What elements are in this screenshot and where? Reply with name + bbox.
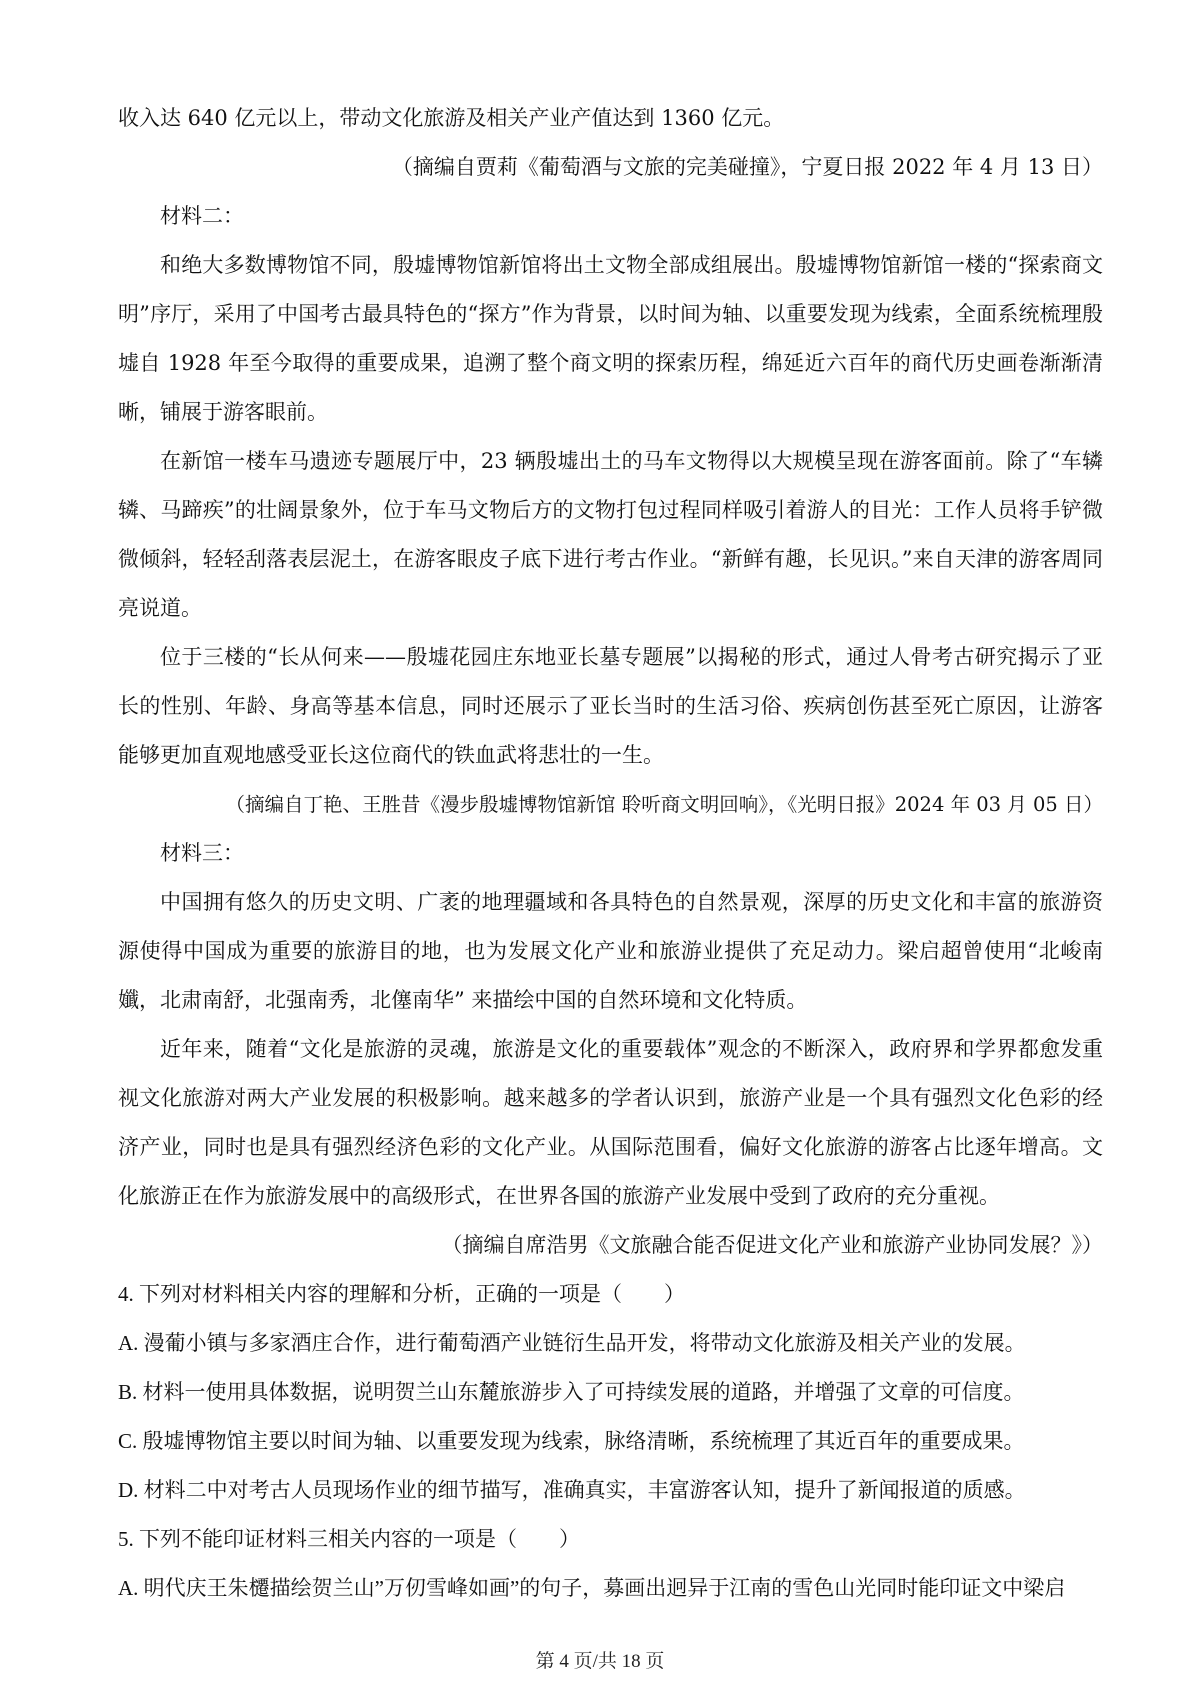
material2-label: 材料二： — [160, 204, 244, 228]
material2-paragraph-3: 位于三楼的“长从何来——殷墟花园庄东地亚长墓专题展”以揭秘的形式，通过人骨考古研究揭示了亚长的性别、年龄、身高等基本信息，同时还展示了亚长当时的生活习俗、疾病创伤甚至死亡原因，让游客能够更加直观地感受亚长这位商代的铁血武将悲壮的一生。 — [118, 645, 1103, 767]
question-4-stem: 4. 下列对材料相关内容的理解和分析，正确的一项是（ ） — [118, 1282, 685, 1306]
material3-label: 材料三： — [160, 841, 244, 865]
continued-text-line: 收入达 640 亿元以上，带动文化旅游及相关产业产值达到 1360 亿元。 — [118, 106, 785, 130]
page-number-footer: 第 4 页/共 18 页 — [535, 1651, 665, 1672]
material2-paragraph-1: 和绝大多数博物馆不同，殷墟博物馆新馆将出土文物全部成组展出。殷墟博物馆新馆一楼的“探索商文明”序厅，采用了中国考古最具特色的“探方”作为背景，以时间为轴、以重要发现为线索，全面系统梳理殷墟自 1928 年至今取得的重要成果，追溯了整个商文明的探索历程，绵延近六百年的商代历史画卷渐渐清晰，铺展于游客眼前。 — [118, 253, 1103, 424]
question-4-option-c: C. 殷墟博物馆主要以时间为轴、以重要发现为线索，脉络清晰，系统梳理了其近百年的重要成果。 — [118, 1429, 1025, 1453]
question-4-option-b: B. 材料一使用具体数据，说明贺兰山东麓旅游步入了可持续发展的道路，并增强了文章的可信度。 — [118, 1380, 1025, 1404]
material1-source: （摘编自贾莉《葡萄酒与文旅的完美碰撞》，宁夏日报 2022 年 4 月 13 日） — [391, 155, 1103, 179]
material3-paragraph-1: 中国拥有悠久的历史文明、广袤的地理疆域和各具特色的自然景观，深厚的历史文化和丰富的旅游资源使得中国成为重要的旅游目的地，也为发展文化产业和旅游业提供了充足动力。梁启超曾使用“北峻南孅，北肃南舒，北强南秀，北僿南华” 来描绘中国的自然环境和文化特质。 — [118, 890, 1103, 1012]
material2-source: （摘编自丁艳、王胜昔《漫步殷墟博物馆新馆 聆听商文明回响》，《光明日报》2024 年 03 月 05 日） — [225, 793, 1103, 816]
material2-paragraph-2: 在新馆一楼车马遗迹专题展厅中，23 辆殷墟出土的马车文物得以大规模呈现在游客面前。除了“车辚辚、马蹄疾”的壮阔景象外，位于车马文物后方的文物打包过程同样吸引着游人的目光：工作人员将手铲微微倾斜，轻轻刮落表层泥土，在游客眼皮子底下进行考古作业。“新鲜有趣，长见识。”来自天津的游客周同亮说道。 — [118, 449, 1103, 620]
question-4-option-d: D. 材料二中对考古人员现场作业的细节描写，准确真实，丰富游客认知，提升了新闻报道的质感。 — [118, 1478, 1026, 1502]
page-content — [118, 94, 1103, 1613]
question-5-stem: 5. 下列不能印证材料三相关内容的一项是（ ） — [118, 1527, 580, 1551]
material3-source: （摘编自席浩男《文旅融合能否促进文化产业和旅游产业协同发展？》） — [441, 1233, 1103, 1257]
question-4-option-a: A. 漫葡小镇与多家酒庄合作，进行葡萄酒产业链衍生品开发，将带动文化旅游及相关产业的发展。 — [118, 1331, 1026, 1355]
material3-paragraph-2: 近年来，随着“文化是旅游的灵魂，旅游是文化的重要载体”观念的不断深入，政府界和学界都愈发重视文化旅游对两大产业发展的积极影响。越来越多的学者认识到，旅游产业是一个具有强烈文化色彩的经济产业，同时也是具有强烈经济色彩的文化产业。从国际范围看，偏好文化旅游的游客占比逐年增高。文化旅游正在作为旅游发展中的高级形式，在世界各国的旅游产业发展中受到了政府的充分重视。 — [118, 1037, 1103, 1208]
question-5-option-a: A. 明代庆王朱櫏描绘贺兰山”万仞雪峰如画”的句子，募画出迥异于江南的雪色山光同时能印证文中梁启 — [118, 1576, 1066, 1600]
